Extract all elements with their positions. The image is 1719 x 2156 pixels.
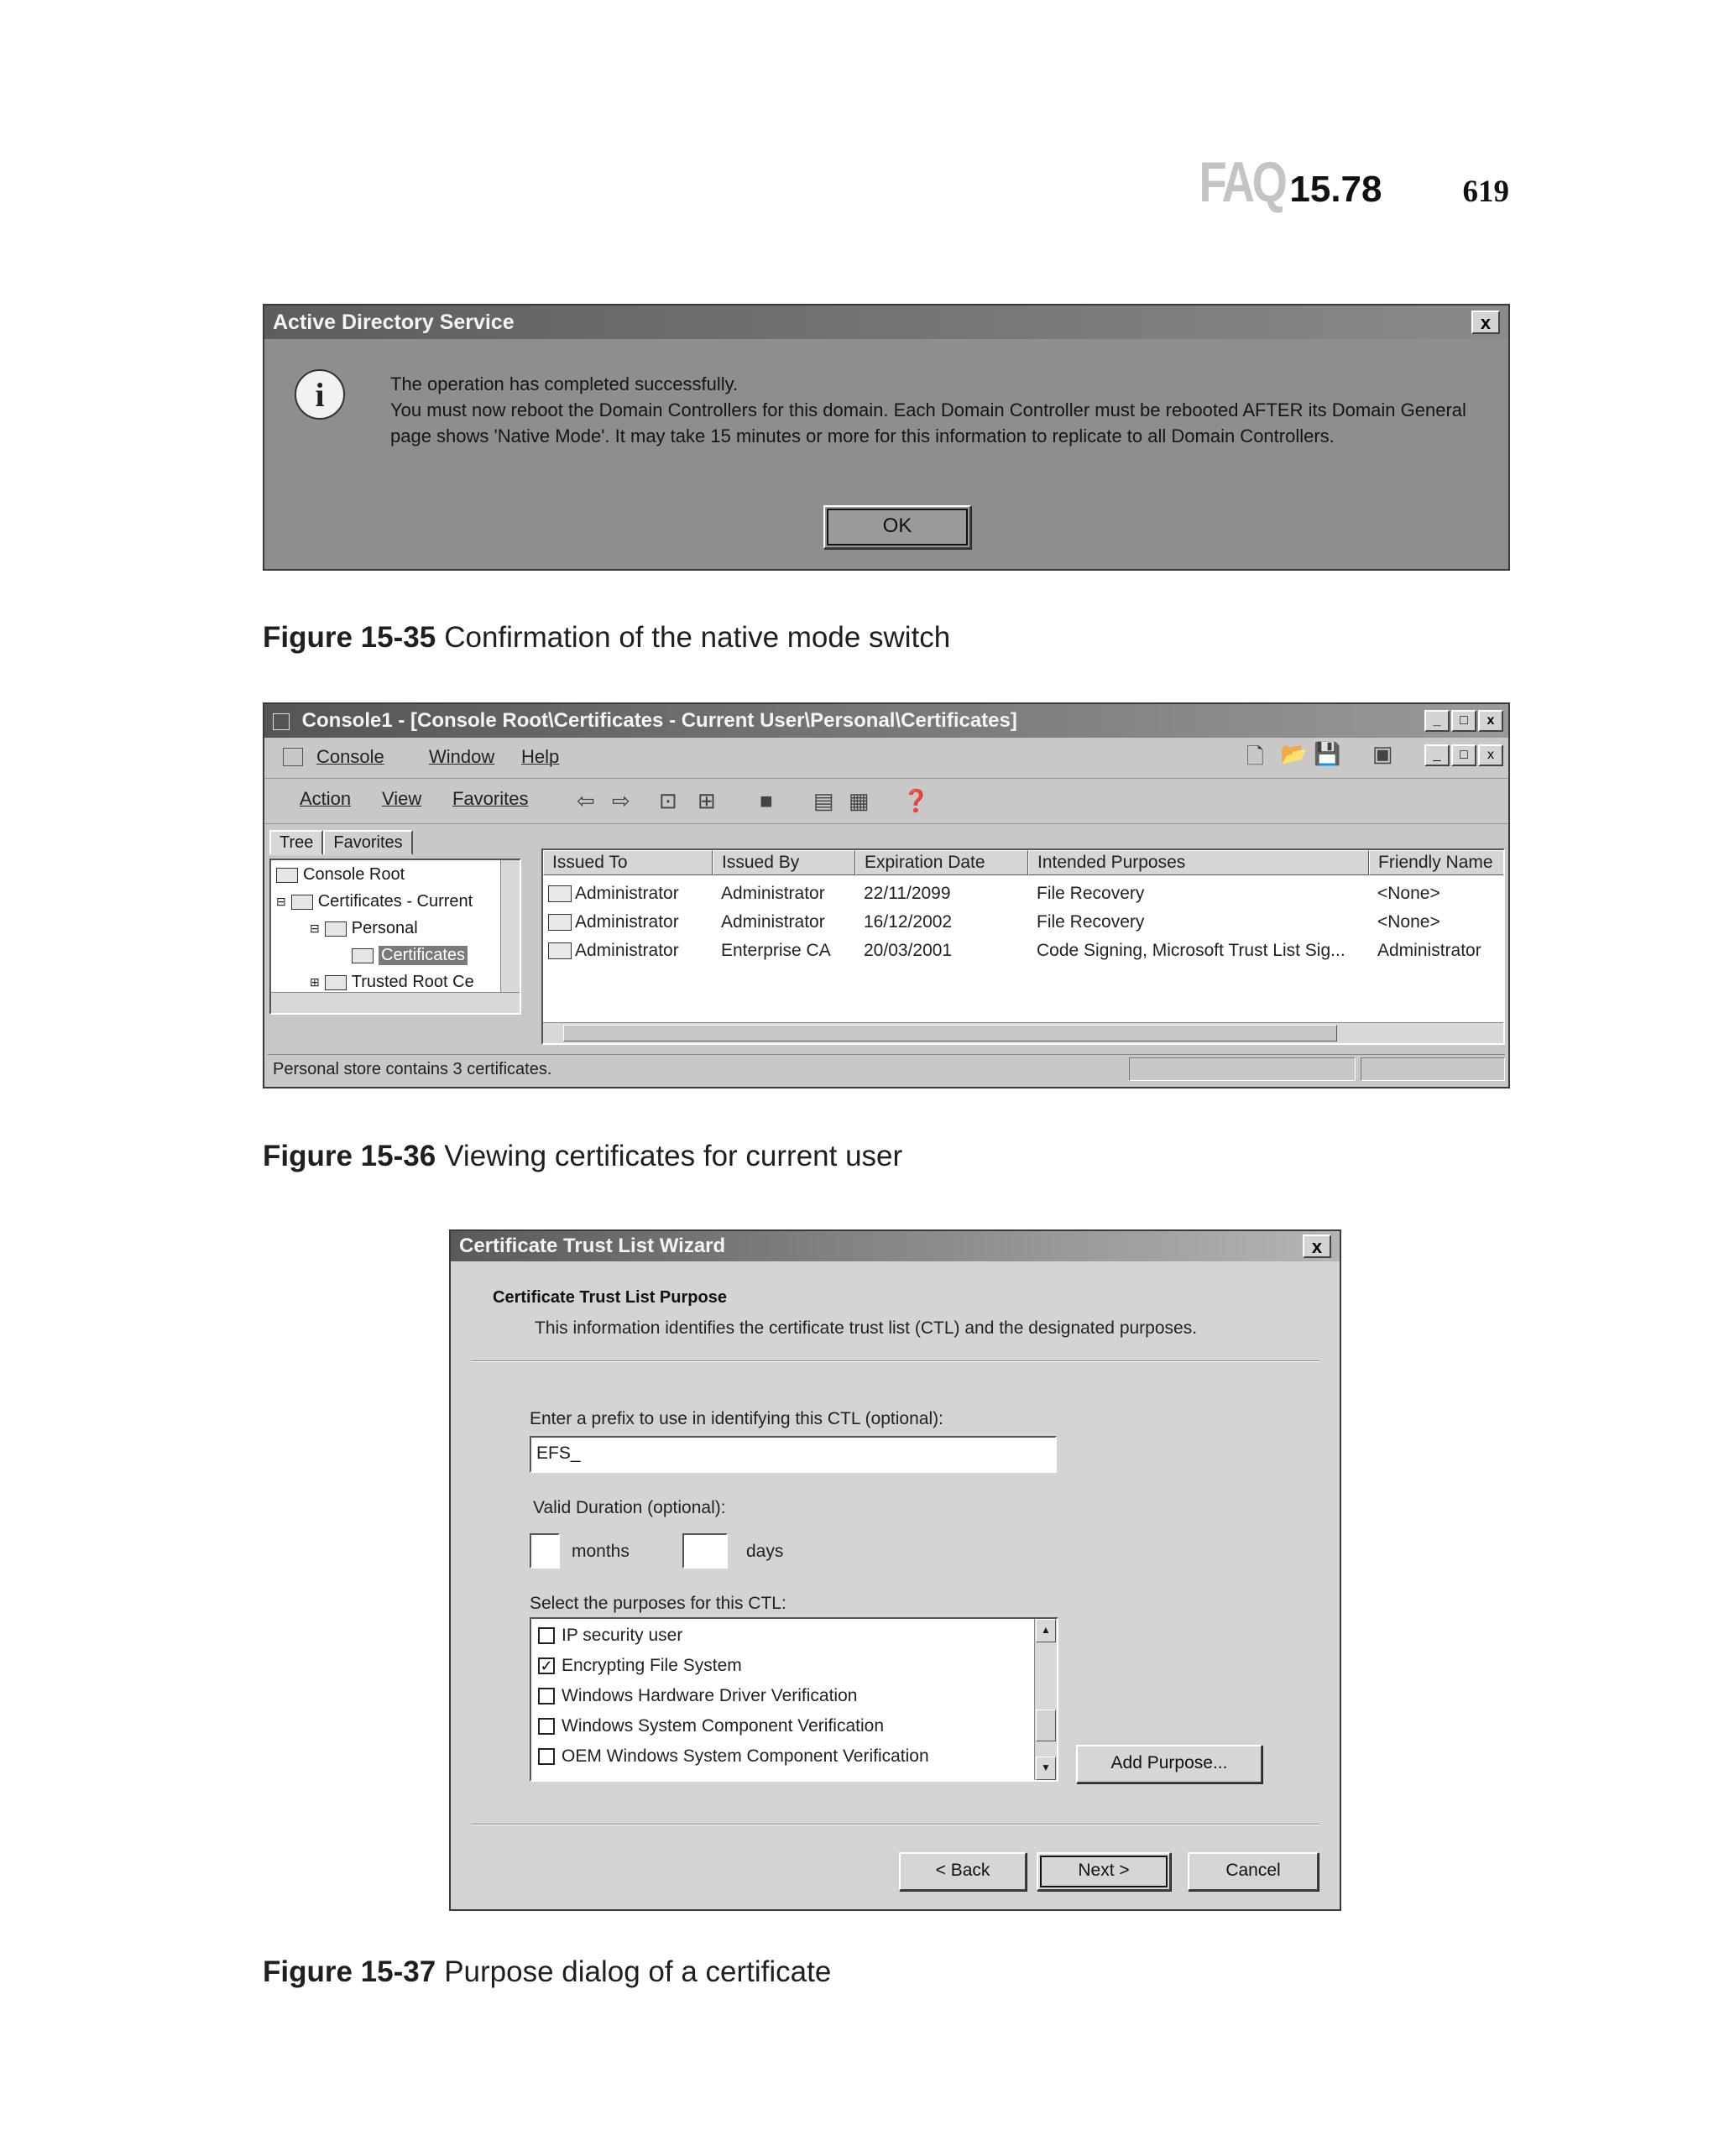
menu-action[interactable]: Action [300,788,352,809]
status-bar [268,1054,1505,1083]
faq-logo: FAQ [1199,150,1285,214]
wizard-page-subtitle: This information identifies the certificate trust list (CTL) and the designated purposes. [535,1318,1198,1338]
menu-console[interactable]: Console [316,746,384,767]
active-directory-dialog [263,304,1510,571]
child-close-icon[interactable]: x [1478,744,1503,766]
message-line-2: You must now reboot the Domain Controllers for this domain. Each Domain Controller must be rebooted AFTER its Domain General page shows 'Native Mode'. It may take 15 minutes or more for this information to replicate to all Domain Controllers. [390,399,1466,446]
tree-tabs [269,830,413,855]
purpose-item[interactable] [538,1626,682,1646]
folder-icon [325,921,347,937]
cell-issued-to: Administrator [575,912,679,932]
console-title: Console1 - [Console Root\Certificates - Current User\Personal\Certificates] [301,709,1017,732]
caption-number: Figure 15-37 [263,1955,436,1988]
prefix-label: Enter a prefix to use in identifying this CTL (optional): [530,1409,943,1428]
show-tree-icon[interactable]: ⊞ [698,788,716,813]
cell-issued-by: Administrator [721,912,825,932]
export-list-icon[interactable]: ▦ [849,788,870,813]
column-issued-to[interactable]: Issued To [543,850,713,875]
folder-icon [325,975,347,990]
ok-button[interactable]: OK [823,505,971,549]
caption-text: Purpose dialog of a certificate [444,1955,832,1988]
cell-friendly-name: <None> [1377,912,1440,932]
tree-item-trusted-root[interactable] [310,973,474,992]
action-toolbar [264,780,1508,824]
tree-item-certificates[interactable] [352,946,468,965]
open-folder-icon [352,948,374,963]
collapse-icon[interactable]: ⊟ [310,921,320,935]
menu-window[interactable]: Window [429,746,495,767]
back-arrow-icon[interactable]: ⇦ [577,788,595,813]
checkbox[interactable] [538,1688,555,1704]
close-icon[interactable]: x [1303,1235,1331,1258]
scroll-down-icon[interactable]: ▼ [1036,1757,1056,1780]
child-restore-icon[interactable]: □ [1451,744,1476,766]
prefix-input[interactable]: EFS_ [530,1436,1057,1473]
window-icon[interactable]: ▣ [1372,741,1393,766]
scroll-up-icon[interactable]: ▲ [1036,1619,1056,1642]
tree-horizontal-scrollbar[interactable] [271,992,520,1013]
mmc-console-window [263,702,1510,1088]
cell-friendly-name: Administrator [1377,941,1481,960]
next-button[interactable]: Next > [1037,1852,1171,1891]
list-horizontal-scrollbar[interactable] [543,1022,1503,1043]
dialog-title: Active Directory Service [273,311,515,334]
cell-issued-by: Administrator [721,884,825,903]
minimize-icon[interactable]: _ [1424,710,1450,732]
scroll-thumb[interactable] [563,1025,1337,1041]
purpose-label: Windows System Component Verification [562,1716,884,1736]
certificate-icon [548,914,572,931]
cell-friendly-name: <None> [1377,884,1440,903]
console-tree [269,859,521,1015]
cell-expiration-date: 16/12/2002 [864,912,953,932]
certificate-list [541,848,1505,1045]
cell-intended-purposes: File Recovery [1037,912,1145,932]
purpose-item[interactable] [538,1746,929,1767]
scroll-thumb[interactable] [1036,1710,1056,1741]
checkbox[interactable] [538,1748,555,1765]
tree-item-certificates-current-user[interactable] [276,892,473,911]
console-icon [273,713,290,730]
column-issued-by[interactable]: Issued By [713,850,855,875]
divider [471,1824,1319,1825]
collapse-icon[interactable]: ⊟ [276,895,286,908]
purpose-item[interactable] [538,1686,857,1706]
valid-duration-label: Valid Duration (optional): [533,1498,726,1517]
forward-arrow-icon[interactable]: ⇨ [612,788,630,813]
section-number: 15.78 [1289,169,1382,210]
tree-item-label: Trusted Root Ce [351,973,474,991]
wizard-page-title: Certificate Trust List Purpose [493,1288,727,1307]
checkbox[interactable] [538,1627,555,1644]
page-number: 619 [1462,175,1509,209]
close-icon[interactable]: x [1471,311,1500,334]
child-minimize-icon[interactable]: _ [1424,744,1450,766]
cell-intended-purposes: File Recovery [1037,884,1145,903]
checkbox-checked[interactable]: ✓ [538,1657,555,1674]
message-line-1: The operation has completed successfully. [390,373,739,394]
figure-37-caption [263,1955,831,1989]
tree-item-label: Certificates [379,946,468,965]
days-label: days [746,1542,784,1561]
column-intended-purposes[interactable]: Intended Purposes [1028,850,1369,875]
info-icon: i [295,369,345,420]
months-label: months [572,1542,630,1561]
delete-icon[interactable]: ■ [760,788,773,813]
wizard-title: Certificate Trust List Wizard [459,1235,726,1257]
status-text: Personal store contains 3 certificates. [273,1060,552,1078]
months-input[interactable] [530,1533,560,1569]
caption-text: Viewing certificates for current user [444,1140,903,1172]
certificate-store-icon [291,895,313,910]
checkbox[interactable] [538,1718,555,1735]
tree-vertical-scrollbar[interactable] [500,860,520,994]
certificate-icon [548,942,572,959]
tree-item-personal[interactable] [310,919,418,938]
tab-tree[interactable]: Tree [269,830,323,855]
properties-icon[interactable]: ▤ [813,788,834,813]
purposes-label: Select the purposes for this CTL: [530,1594,786,1613]
new-icon[interactable]: 🗋 [1246,744,1264,769]
purpose-label: OEM Windows System Component Verification [562,1746,929,1766]
menu-favorites[interactable]: Favorites [452,788,529,809]
back-button[interactable]: < Back [899,1852,1027,1891]
tree-item-label: Console Root [303,865,405,884]
folder-icon [276,868,298,883]
purpose-label: IP security user [562,1626,683,1645]
help-icon[interactable]: ❓ [902,788,930,813]
add-purpose-button[interactable]: Add Purpose... [1076,1745,1262,1783]
cancel-button[interactable]: Cancel [1188,1852,1319,1891]
status-pane [1361,1057,1505,1081]
cell-expiration-date: 20/03/2001 [864,941,953,960]
caption-number: Figure 15-36 [263,1140,436,1172]
up-folder-icon[interactable]: ⊡ [659,788,677,813]
wizard-title-bar [451,1231,1340,1261]
purposes-list [530,1617,1058,1782]
tree-item-label: Certificates - Current [317,892,473,911]
purpose-item[interactable] [538,1656,742,1676]
column-friendly-name[interactable]: Friendly Name [1369,850,1505,875]
expand-icon[interactable]: ⊞ [310,975,320,989]
tree-item-console-root[interactable] [276,865,405,885]
maximize-icon[interactable]: □ [1451,710,1476,732]
tree-item-label: Personal [351,919,418,937]
purpose-item[interactable] [538,1716,884,1736]
purpose-label: Encrypting File System [562,1656,742,1675]
cell-issued-to: Administrator [575,941,679,960]
dialog-title-bar [264,305,1508,339]
save-icon[interactable]: 💾 [1314,741,1341,766]
caption-number: Figure 15-35 [263,621,436,654]
ctl-wizard-dialog [449,1229,1341,1911]
status-pane [1129,1057,1356,1081]
menu-help[interactable]: Help [521,746,560,767]
console-title-bar [264,704,1508,738]
certificate-icon [548,885,572,902]
tab-favorites[interactable]: Favorites [323,830,412,855]
caption-text: Confirmation of the native mode switch [444,621,951,654]
open-icon[interactable]: 📂 [1280,741,1308,766]
purpose-label: Windows Hardware Driver Verification [562,1686,858,1705]
menu-view[interactable]: View [382,788,422,809]
dialog-message [390,371,1490,449]
running-header [1178,149,1509,215]
cell-issued-by: Enterprise CA [721,941,831,960]
menu-bar [264,738,1508,779]
figure-36-caption [263,1140,902,1173]
cell-issued-to: Administrator [575,884,679,903]
cell-expiration-date: 22/11/2099 [864,884,951,903]
cell-intended-purposes: Code Signing, Microsoft Trust List Sig... [1037,941,1345,960]
column-expiration-date[interactable]: Expiration Date [855,850,1028,875]
console-menu-icon [283,748,303,766]
close-icon[interactable]: x [1478,710,1503,732]
days-input[interactable] [682,1533,728,1569]
figure-35-caption [263,621,950,655]
divider [471,1360,1319,1362]
purposes-scrollbar[interactable] [1034,1619,1057,1780]
